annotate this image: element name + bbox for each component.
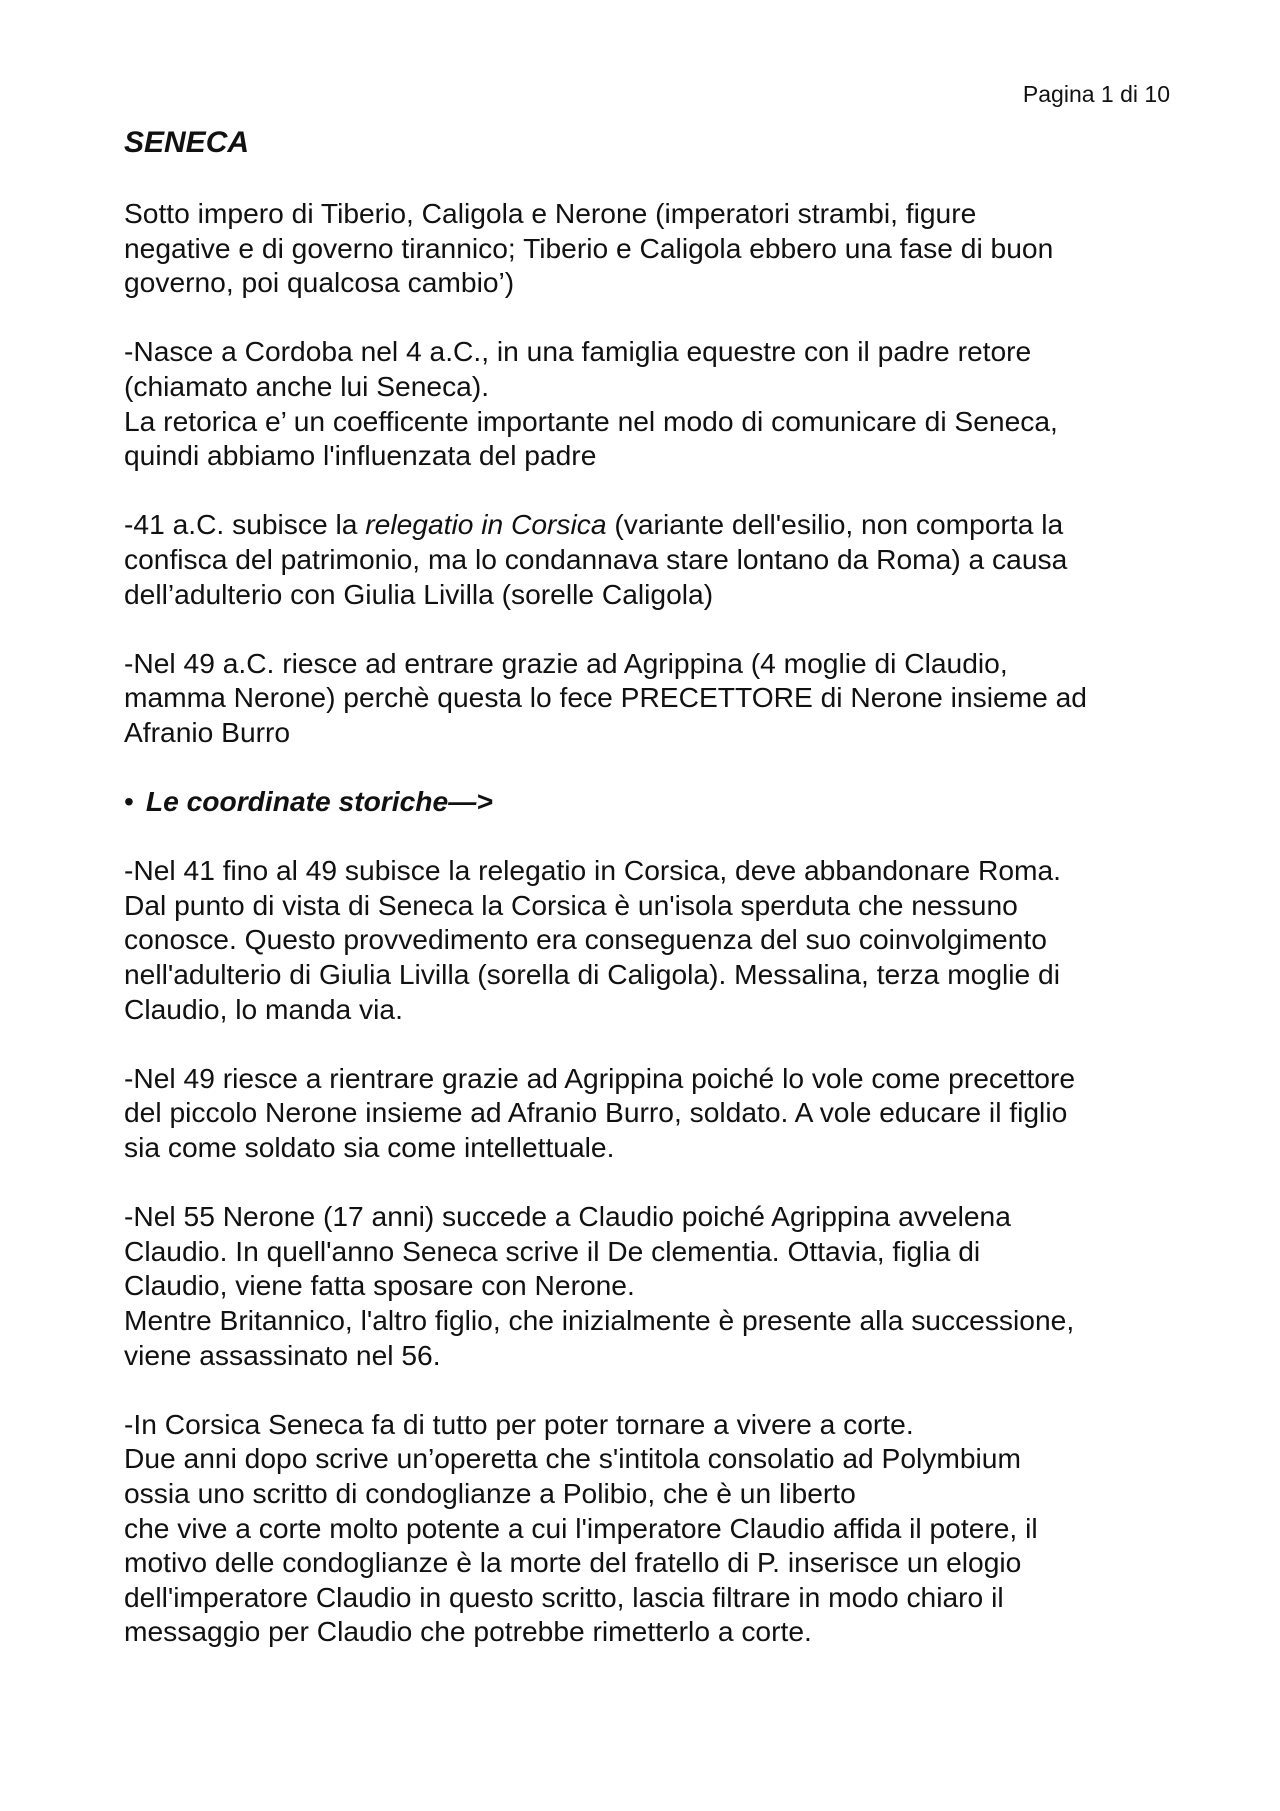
text-line: -Nel 49 a.C. riesce ad entrare grazie ad Agrippina (4 moglie di Claudio,: [124, 646, 1008, 679]
page-number: Pagina 1 di 10: [1022, 81, 1170, 107]
text-line: -Nel 41 fino al 49 subisce la relegatio in Corsica, deve abbandonare Roma.: [124, 854, 1062, 887]
text-line: che vive a corte molto potente a cui l'imperatore Claudio affida il potere, il: [124, 1511, 1038, 1544]
text-line: Due anni dopo scrive un’operetta che s'intitola consolatio ad Polymbium: [124, 1442, 1021, 1475]
text-line: [124, 507, 1184, 542]
text-line: Afranio Burro: [124, 715, 291, 748]
text-line: negative e di governo tirannico; Tiberio e Caligola ebbero una fase di buon: [124, 231, 1054, 264]
paragraph-tutor: [124, 1061, 1184, 1165]
paragraph-exile: [124, 853, 1184, 1026]
document-title: SENECA: [124, 126, 250, 159]
text-line: Dal punto di vista di Seneca la Corsica è un'isola sperduta che nessuno: [124, 888, 1018, 921]
text-line: messaggio per Claudio che potrebbe rimetterlo a corte.: [124, 1615, 812, 1648]
italic-term: relegatio in Corsica: [365, 508, 607, 541]
paragraph-succession: [124, 1199, 1184, 1372]
text-line: -In Corsica Seneca fa di tutto per poter tornare a vivere a corte.: [124, 1407, 914, 1440]
paragraph-birth: [124, 334, 1184, 472]
text-line: motivo delle condoglianze è la morte del fratello di P. inserisce un elogio: [124, 1546, 1022, 1579]
text-line: viene assassinato nel 56.: [124, 1338, 441, 1371]
text-line: Claudio, lo manda via.: [124, 992, 403, 1025]
text-line: -Nel 49 riesce a rientrare grazie ad Agrippina poiché lo vole come precettore: [124, 1061, 1076, 1094]
document-body: [124, 126, 1184, 1684]
text-line: Claudio, viene fatta sposare con Nerone.: [124, 1269, 635, 1302]
text-line: ossia uno scritto di condoglianze a Polibio, che è un liberto: [124, 1476, 856, 1509]
paragraph-return-49: [124, 646, 1184, 750]
text-line: Mentre Britannico, l'altro figlio, che inizialmente è presente alla successione,: [124, 1304, 1075, 1336]
section-heading-text: Le coordinate storiche—>: [145, 785, 493, 818]
paragraph-consolatio: [124, 1407, 1184, 1649]
paragraph-intro: [124, 196, 1184, 300]
text-line: dell'imperatore Claudio in questo scritto, lascia filtrare in modo chiaro il: [124, 1580, 1004, 1613]
text-line: quindi abbiamo l'influenzata del padre: [124, 439, 597, 472]
text-line: mamma Nerone) perchè questa lo fece PRECETTORE di Nerone insieme ad: [124, 681, 1087, 714]
text-line: governo, poi qualcosa cambio’): [124, 266, 515, 299]
text-segment: -41 a.C. subisce la: [124, 508, 366, 541]
text-line: sia come soldato sia come intellettuale.: [124, 1131, 615, 1164]
text-segment: (variante dell'esilio, non comporta la: [606, 508, 1064, 541]
text-line: Sotto impero di Tiberio, Caligola e Nerone (imperatori strambi, figure: [124, 197, 977, 229]
text-line: Claudio. In quell'anno Seneca scrive il De clementia. Ottavia, figlia di: [124, 1234, 981, 1267]
text-line: -Nel 55 Nerone (17 anni) succede a Claudio poiché Agrippina avvelena: [124, 1200, 1011, 1233]
section-heading: [124, 784, 1184, 819]
text-line: conosce. Questo provvedimento era conseguenza del suo coinvolgimento: [124, 923, 1047, 956]
text-line: -Nasce a Cordoba nel 4 a.C., in una famiglia equestre con il padre retore: [124, 335, 1032, 368]
text-line: dell’adulterio con Giulia Livilla (sorelle Caligola): [124, 577, 714, 610]
text-line: confisca del patrimonio, ma lo condannava stare lontano da Roma) a causa: [124, 542, 1068, 575]
text-line: La retorica e’ un coefficente importante nel modo di comunicare di Seneca,: [124, 404, 1058, 437]
bullet-icon: •: [124, 785, 134, 818]
text-line: del piccolo Nerone insieme ad Afranio Burro, soldato. A vole educare il figlio: [124, 1096, 1068, 1129]
text-line: nell'adulterio di Giulia Livilla (sorella di Caligola). Messalina, terza moglie di: [124, 958, 1060, 991]
text-line: (chiamato anche lui Seneca).: [124, 369, 490, 402]
paragraph-relegatio: [124, 507, 1184, 611]
